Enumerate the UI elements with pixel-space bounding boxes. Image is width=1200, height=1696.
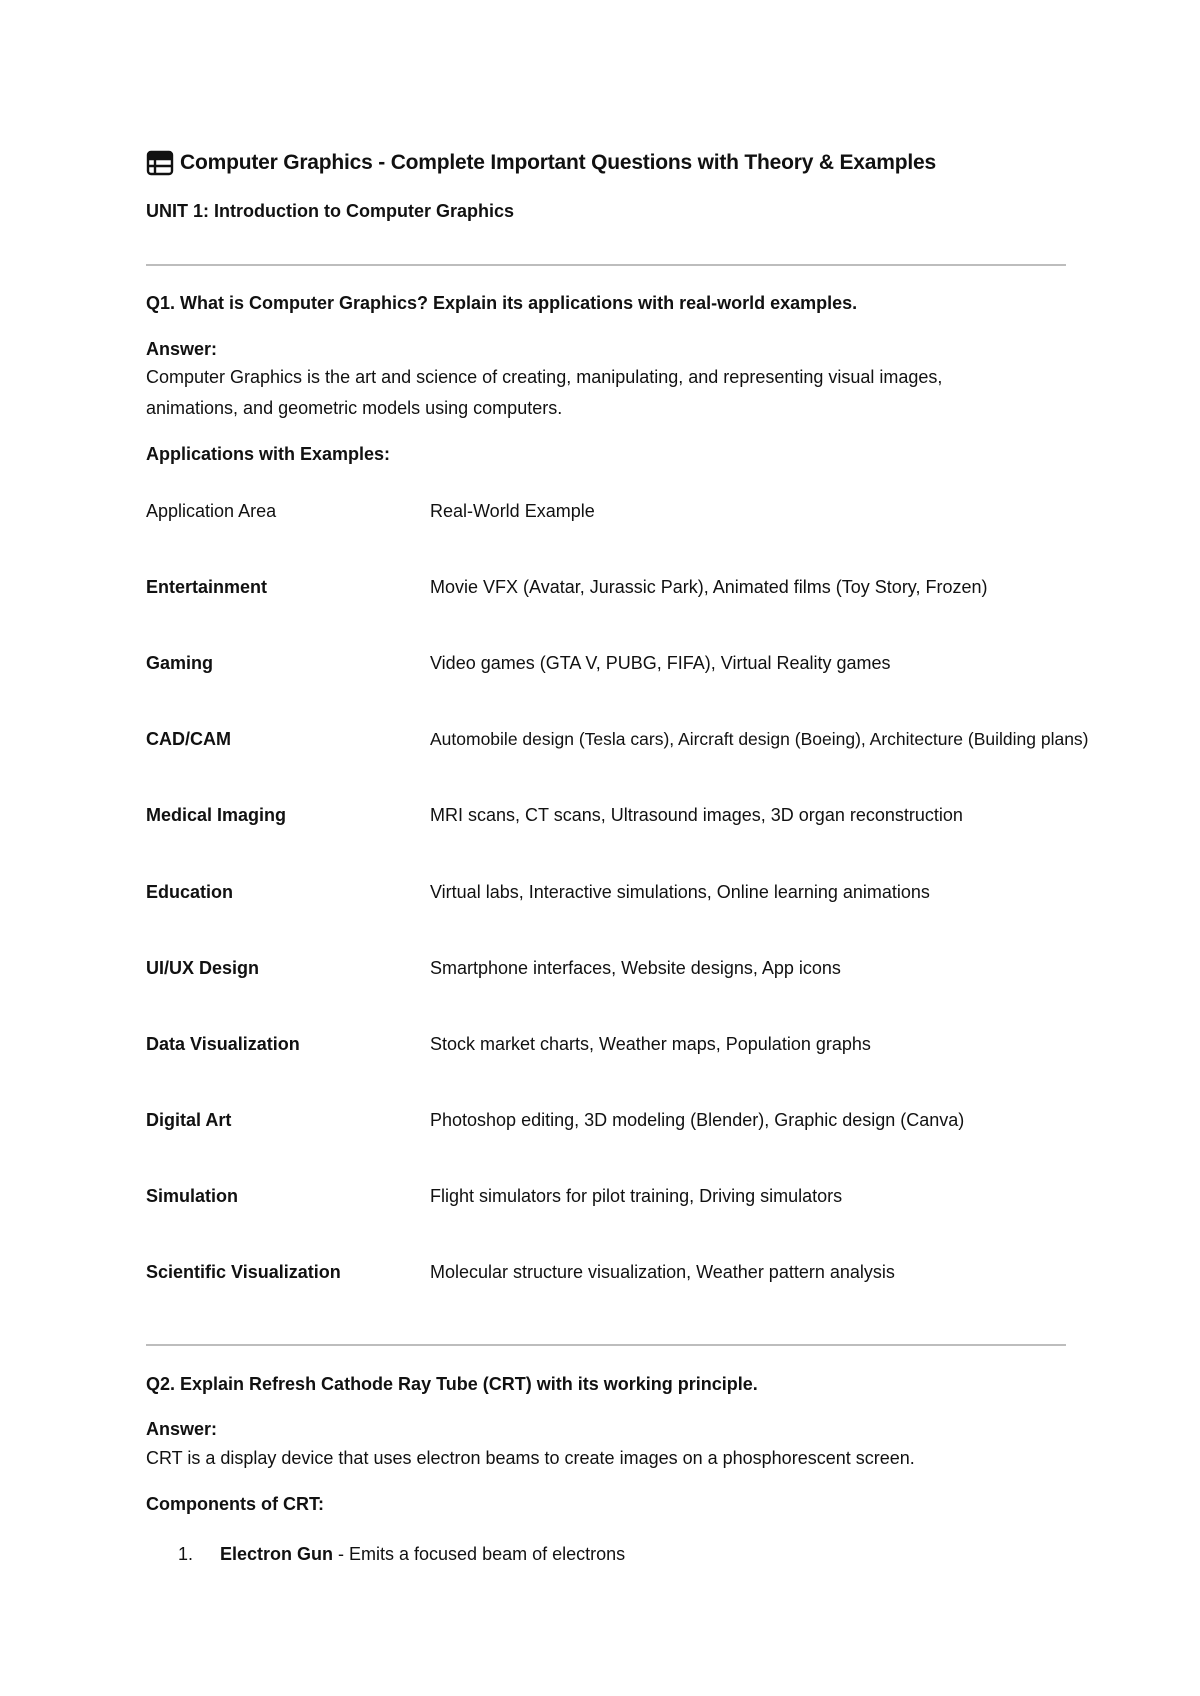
table-cell-example: Stock market charts, Weather maps, Population graphs [430, 1034, 871, 1054]
table-cell-example: Smartphone interfaces, Website designs, App icons [430, 958, 841, 978]
answer-text-line: Computer Graphics is the art and science of creating, manipulating, and representing visual images, [146, 367, 943, 387]
table-cell-area: Education [146, 882, 234, 902]
table-header-cell: Real-World Example [430, 501, 595, 521]
question-1: Q1. What is Computer Graphics? Explain its applications with real-world examples. [146, 293, 858, 313]
component-term: Electron Gun [220, 1544, 334, 1564]
components-heading: Components of CRT: [146, 1494, 324, 1514]
answer-label: Answer: [146, 339, 218, 359]
table-cell-area: Data Visualization [146, 1034, 300, 1054]
table-cell-example: Movie VFX (Avatar, Jurassic Park), Animated films (Toy Story, Frozen) [430, 577, 988, 597]
table-cell-example: Molecular structure visualization, Weather pattern analysis [430, 1262, 895, 1282]
list-number: 1. [178, 1544, 194, 1564]
table-cell-area: UI/UX Design [146, 958, 260, 978]
table-cell-example: Flight simulators for pilot training, Driving simulators [430, 1186, 843, 1206]
table-cell-area: Scientific Visualization [146, 1262, 341, 1282]
divider [146, 1344, 1066, 1346]
table-cell-example: Photoshop editing, 3D modeling (Blender), Graphic design (Canva) [430, 1110, 965, 1130]
table-cell-area: Entertainment [146, 577, 268, 597]
question-2: Q2. Explain Refresh Cathode Ray Tube (CRT) with its working principle. [146, 1374, 758, 1394]
table-cell-area: Medical Imaging [146, 805, 287, 825]
unit-heading: UNIT 1: Introduction to Computer Graphics [146, 201, 514, 221]
spreadsheet-icon [146, 149, 174, 177]
answer-label: Answer: [146, 1419, 218, 1439]
answer-text: CRT is a display device that uses electron beams to create images on a phosphorescent screen. [146, 1448, 915, 1468]
table-header-cell: Application Area [146, 501, 277, 521]
table-cell-example: Automobile design (Tesla cars), Aircraft design (Boeing), Architecture (Building plans) [430, 729, 1089, 749]
divider [146, 264, 1066, 266]
table-cell-area: CAD/CAM [146, 729, 231, 749]
table-cell-area: Gaming [146, 653, 214, 673]
answer-text-line: animations, and geometric models using computers. [146, 398, 563, 418]
document-title: Computer Graphics - Complete Important Questions with Theory & Examples [180, 151, 936, 174]
component-description: - Emits a focused beam of electrons [333, 1544, 626, 1564]
list-text [220, 1544, 625, 1565]
document-title-row [146, 149, 936, 177]
table-cell-area: Digital Art [146, 1110, 232, 1130]
table-cell-example: MRI scans, CT scans, Ultrasound images, 3D organ reconstruction [430, 805, 963, 825]
table-cell-example: Virtual labs, Interactive simulations, Online learning animations [430, 882, 930, 902]
table-cell-area: Simulation [146, 1186, 239, 1206]
table-cell-example: Video games (GTA V, PUBG, FIFA), Virtual Reality games [430, 653, 891, 673]
applications-heading: Applications with Examples: [146, 444, 391, 464]
